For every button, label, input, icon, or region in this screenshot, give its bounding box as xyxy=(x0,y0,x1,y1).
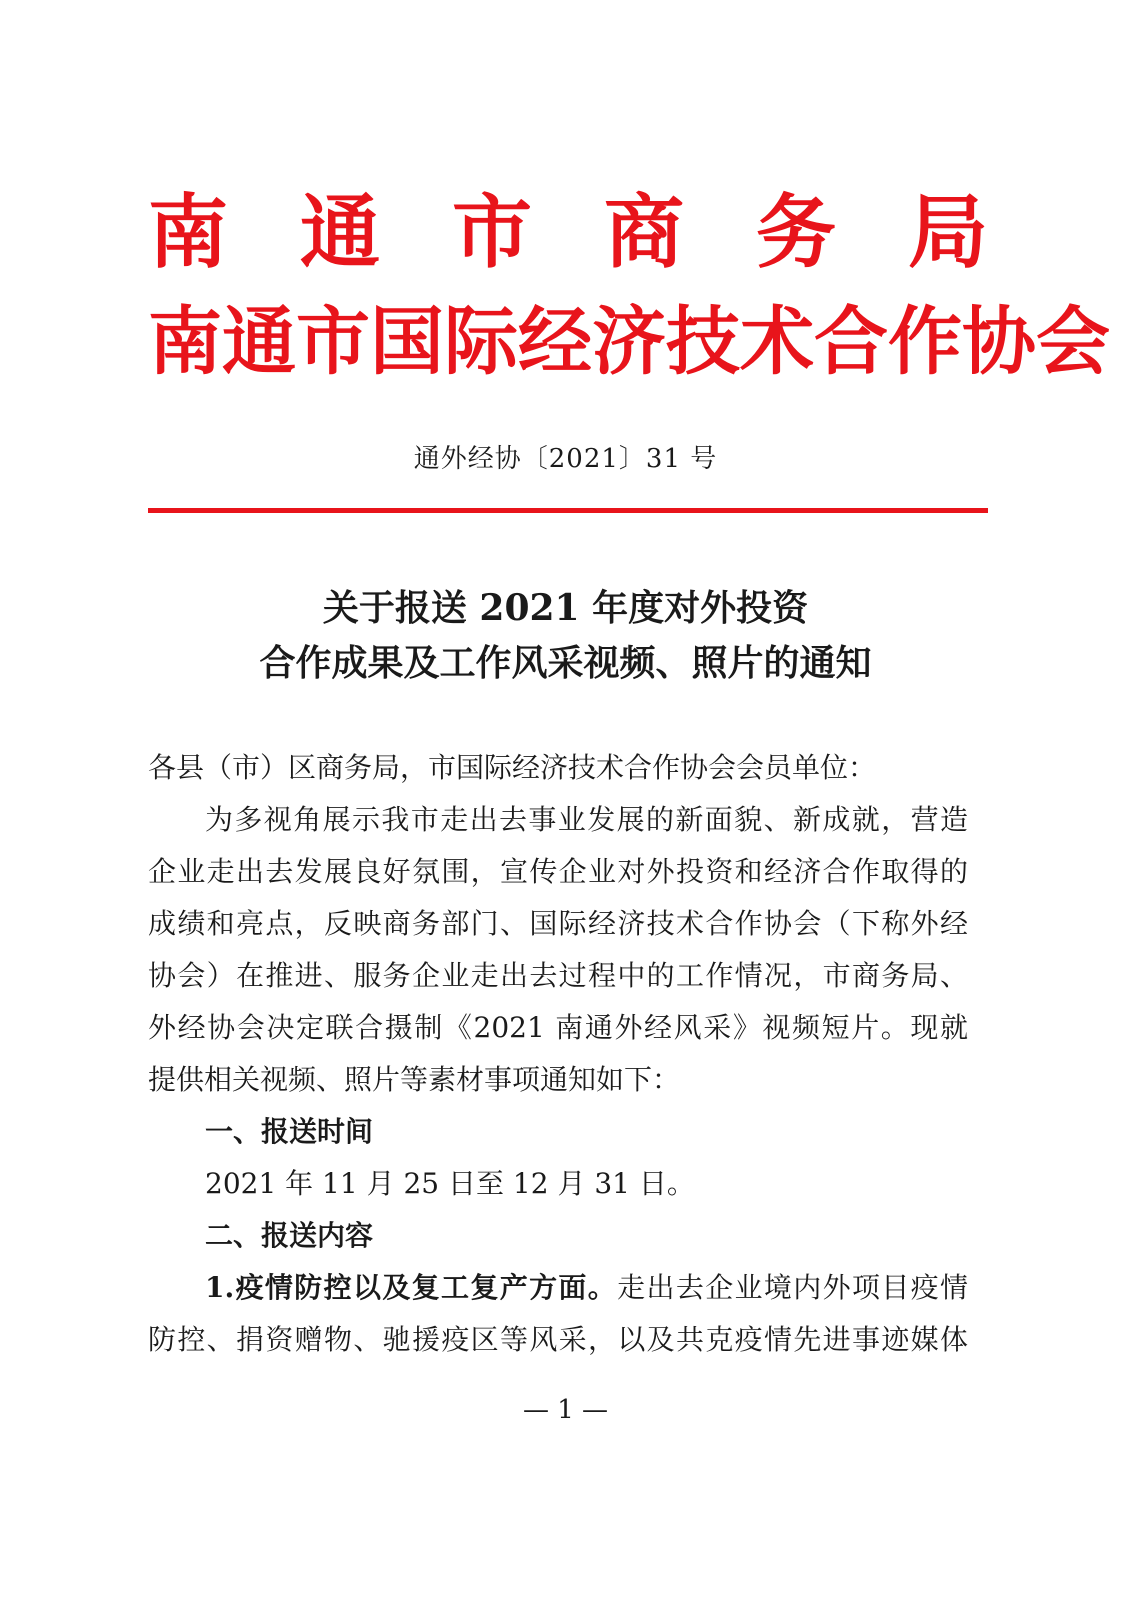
document-title-line-2: 合作成果及工作风采视频、照片的通知 xyxy=(259,642,872,684)
issuer-line-2-char: 术 xyxy=(740,299,814,385)
issuer-line-2-char: 国 xyxy=(370,299,444,385)
section-heading-submission-time: 一、报送时间 xyxy=(205,1115,374,1148)
issuer-line-1-char: 市 xyxy=(452,185,532,279)
issuer-line-2-char: 通 xyxy=(222,299,296,385)
salutation: 各县（市）区商务局，市国际经济技术合作协会会员单位： xyxy=(148,751,877,784)
issuer-line-1-char: 南 xyxy=(148,185,228,279)
issuer-line-1-char: 通 xyxy=(300,185,380,279)
issuer-line-2-char: 南 xyxy=(148,299,222,385)
issuer-name-commerce-bureau xyxy=(148,185,988,279)
intro-paragraph-line: 外经协会决定联合摄制《2021 南通外经风采》视频短片。现就 xyxy=(148,1011,968,1044)
page-number: — 1 — xyxy=(522,1395,609,1425)
issuer-line-1-char: 务 xyxy=(756,185,836,279)
document-number: 通外经协〔2021〕31 号 xyxy=(413,444,718,474)
intro-paragraph-line: 企业走出去发展良好氛围，宣传企业对外投资和经济合作取得的 xyxy=(148,855,968,888)
issuer-line-2-char: 技 xyxy=(666,299,740,385)
issuer-line-2-char: 作 xyxy=(888,299,962,385)
issuer-line-2-char: 市 xyxy=(296,299,370,385)
issuer-line-2-char: 经 xyxy=(518,299,592,385)
intro-paragraph-line: 提供相关视频、照片等素材事项通知如下： xyxy=(148,1063,681,1096)
issuer-line-1-char: 局 xyxy=(908,185,988,279)
content-item-1 xyxy=(205,1262,968,1314)
content-item-1-text: 走出去企业境内外项目疫情 xyxy=(617,1271,968,1304)
issuer-line-2-char: 会 xyxy=(1036,299,1110,385)
content-item-1-title: 1.疫情防控以及复工复产方面。 xyxy=(205,1271,618,1304)
submission-time-text: 2021 年 11 月 25 日至 12 月 31 日。 xyxy=(205,1167,695,1200)
issuer-line-2-char: 际 xyxy=(444,299,518,385)
issuer-line-2-char: 协 xyxy=(962,299,1036,385)
intro-paragraph-line: 成绩和亮点，反映商务部门、国际经济技术合作协会（下称外经 xyxy=(148,907,968,940)
document-title-line-1: 关于报送 2021 年度对外投资 xyxy=(322,587,809,629)
issuer-name-cooperation-association xyxy=(148,299,1110,385)
issuer-line-1-char: 商 xyxy=(604,185,684,279)
content-item-1-continued: 防控、捐资赠物、驰援疫区等风采，以及共克疫情先进事迹媒体 xyxy=(148,1323,968,1356)
intro-paragraph-line: 协会）在推进、服务企业走出去过程中的工作情况，市商务局、 xyxy=(148,959,968,992)
issuer-line-2-char: 济 xyxy=(592,299,666,385)
red-divider-line xyxy=(148,508,988,513)
section-heading-submission-content: 二、报送内容 xyxy=(205,1219,374,1252)
issuer-line-2-char: 合 xyxy=(814,299,888,385)
intro-paragraph-line: 为多视角展示我市走出去事业发展的新面貌、新成就，营造 xyxy=(205,803,968,836)
